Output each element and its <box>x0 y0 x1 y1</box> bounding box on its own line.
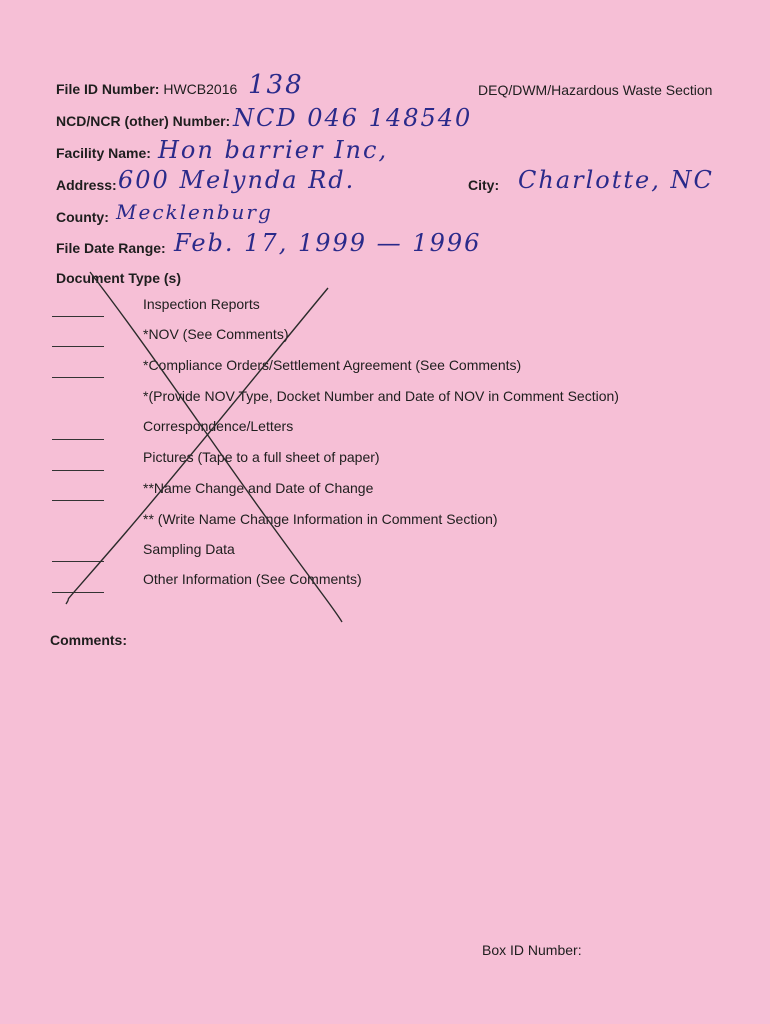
file-id-label: File ID Number: HWCB2016 <box>56 81 238 97</box>
city-label: City: <box>468 177 500 193</box>
county-value: Mecklenburg <box>116 200 273 224</box>
ncd-label: NCD/NCR (other) Number: <box>56 113 231 129</box>
facility-label: Facility Name: <box>56 145 151 161</box>
doc-type-item: **Name Change and Date of Change <box>143 480 374 496</box>
doc-type-note: *(Provide NOV Type, Docket Number and Date of NOV in Comment Section) <box>143 388 619 404</box>
address-label: Address: <box>56 177 117 193</box>
doc-type-note: ** (Write Name Change Information in Comment Section) <box>143 511 498 527</box>
file-id-handwritten: 138 <box>248 70 304 100</box>
doc-type-item: Pictures (Tape to a full sheet of paper) <box>143 449 380 465</box>
facility-value: Hon barrier Inc, <box>158 136 389 164</box>
file-id-printed: HWCB2016 <box>163 81 238 97</box>
county-label: County: <box>56 209 109 225</box>
ncd-value: NCD 046 148540 <box>233 104 473 132</box>
comments-label: Comments: <box>50 632 128 648</box>
section-title: DEQ/DWM/Hazardous Waste Section <box>478 82 713 98</box>
doc-type-item: Inspection Reports <box>143 296 260 312</box>
doc-type-item: *Compliance Orders/Settlement Agreement (See Comments) <box>143 357 522 373</box>
doc-type-item: Correspondence/Letters <box>143 418 294 434</box>
box-id-label: Box ID Number: <box>482 942 582 958</box>
doc-type-item: Sampling Data <box>143 541 235 557</box>
file-date-label: File Date Range: <box>56 240 166 256</box>
document-type-heading: Document Type (s) <box>56 270 181 286</box>
doc-type-item: Other Information (See Comments) <box>143 571 362 587</box>
city-value: Charlotte, NC <box>518 166 714 194</box>
address-value: 600 Melynda Rd. <box>118 166 356 194</box>
file-date-value: Feb. 17, 1999 — 1996 <box>174 229 482 257</box>
doc-type-item: *NOV (See Comments) <box>143 326 289 342</box>
